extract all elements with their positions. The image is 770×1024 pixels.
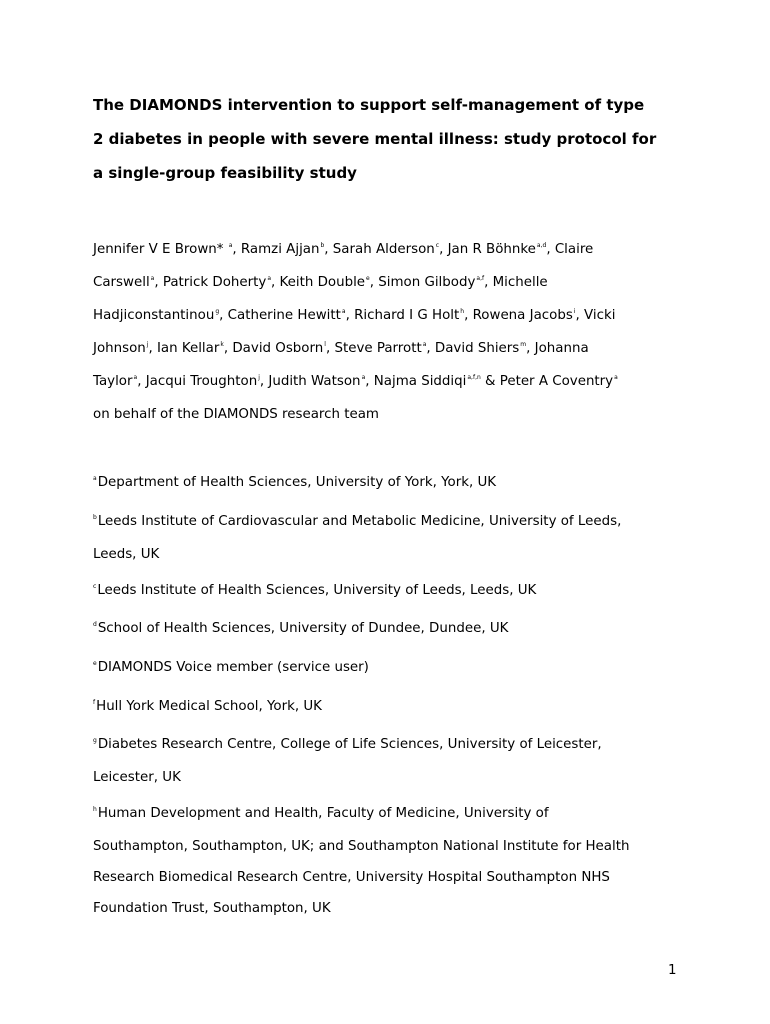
affiliation-item bbox=[93, 467, 713, 500]
affiliation-line bbox=[93, 539, 713, 570]
affiliation-text: Diabetes Research Centre, College of Life Sciences, University of Leicester, bbox=[97, 737, 602, 752]
author-text: , Judith Watson bbox=[259, 374, 361, 389]
affiliation-text: Human Development and Health, Faculty of Medicine, University of bbox=[97, 806, 549, 821]
affiliation-item bbox=[93, 575, 713, 608]
author-text: , Catherine Hewitt bbox=[219, 308, 341, 323]
affiliation-marker: g bbox=[215, 308, 220, 315]
affiliation-marker: b bbox=[93, 514, 97, 521]
affiliation-text: Research Biomedical Research Centre, University Hospital Southampton NHS bbox=[93, 870, 610, 885]
author-line bbox=[93, 267, 693, 300]
author-text: , Patrick Doherty bbox=[154, 275, 267, 290]
affiliation-item bbox=[93, 798, 713, 924]
affiliation-marker: j bbox=[146, 341, 149, 348]
author-text: , Johanna bbox=[526, 341, 589, 356]
affiliation-text: Department of Health Sciences, University of York, York, UK bbox=[97, 475, 497, 490]
author-text: , Michelle bbox=[484, 275, 548, 290]
affiliation-marker: k bbox=[220, 341, 224, 348]
author-text: , Najma Siddiqi bbox=[365, 374, 467, 389]
affiliation-marker: a bbox=[422, 341, 427, 348]
affiliation-text: Leicester, UK bbox=[93, 770, 181, 785]
author-text: , Jan R Böhnke bbox=[439, 242, 536, 257]
affiliation-marker: a bbox=[341, 308, 346, 315]
affiliation-line bbox=[93, 506, 713, 539]
affiliation-line bbox=[93, 893, 713, 924]
paper-title bbox=[93, 88, 693, 190]
author-line bbox=[93, 399, 693, 430]
affiliation-marker: g bbox=[93, 737, 97, 744]
affiliation-item bbox=[93, 652, 713, 685]
author-text: , Rowena Jacobs bbox=[464, 308, 573, 323]
affiliation-line bbox=[93, 831, 713, 862]
author-text: Hadjiconstantinou bbox=[93, 308, 215, 323]
affiliation-line bbox=[93, 691, 713, 724]
author-text: Johnson bbox=[93, 341, 146, 356]
author-text: , David Shiers bbox=[426, 341, 520, 356]
author-text: Jennifer V E Brown* bbox=[93, 242, 228, 257]
author-text: , Ian Kellar bbox=[148, 341, 220, 356]
affiliation-item bbox=[93, 613, 713, 646]
affiliation-marker: f bbox=[93, 699, 96, 706]
affiliation-line bbox=[93, 613, 713, 646]
author-text: & Peter A Coventry bbox=[480, 374, 614, 389]
affiliation-marker: c bbox=[93, 583, 97, 590]
affiliation-marker: c bbox=[435, 242, 440, 249]
affiliation-line bbox=[93, 729, 713, 762]
author-text: , Simon Gilbody bbox=[369, 275, 476, 290]
affiliation-marker: h bbox=[93, 806, 97, 813]
affiliation-item bbox=[93, 729, 713, 793]
affiliation-marker: h bbox=[460, 308, 465, 315]
title-line: a single-group feasibility study bbox=[93, 164, 357, 182]
author-text: , Claire bbox=[546, 242, 594, 257]
affiliation-text: Foundation Trust, Southampton, UK bbox=[93, 901, 331, 916]
author-text: , Sarah Alderson bbox=[324, 242, 435, 257]
affiliation-marker: a bbox=[361, 374, 366, 381]
affiliation-text: Leeds Institute of Cardiovascular and Metabolic Medicine, University of Leeds, bbox=[97, 514, 622, 529]
affiliation-line bbox=[93, 862, 713, 893]
affiliation-text: Leeds Institute of Health Sciences, University of Leeds, Leeds, UK bbox=[97, 583, 537, 598]
affiliation-marker: a,f,n bbox=[467, 374, 481, 381]
author-text: on behalf of the DIAMONDS research team bbox=[93, 407, 379, 422]
affiliation-marker: a,f bbox=[476, 275, 485, 282]
affiliation-marker: a,d bbox=[536, 242, 547, 249]
title-line: 2 diabetes in people with severe mental illness: study protocol for bbox=[93, 130, 657, 148]
affiliation-text: Hull York Medical School, York, UK bbox=[96, 699, 322, 714]
affiliation-marker: a bbox=[150, 275, 155, 282]
affiliation-marker: b bbox=[320, 242, 325, 249]
affiliation-item bbox=[93, 691, 713, 724]
affiliation-line bbox=[93, 762, 713, 793]
author-text: , Jacqui Troughton bbox=[137, 374, 258, 389]
affiliation-item bbox=[93, 506, 713, 570]
affiliation-marker: m bbox=[520, 341, 527, 348]
author-text: , Richard I G Holt bbox=[345, 308, 460, 323]
affiliation-marker: d bbox=[93, 621, 97, 628]
author-line bbox=[93, 366, 693, 399]
author-line bbox=[93, 333, 693, 366]
affiliation-marker: a bbox=[267, 275, 271, 282]
affiliation-line bbox=[93, 467, 713, 500]
affiliation-marker: i bbox=[573, 308, 576, 315]
affiliation-marker: e bbox=[366, 275, 370, 282]
affiliation-marker: e bbox=[93, 660, 97, 667]
affiliation-marker: a bbox=[133, 374, 138, 381]
title-line: The DIAMONDS intervention to support self-management of type bbox=[93, 96, 645, 114]
author-text: , Keith Double bbox=[271, 275, 366, 290]
page-number: 1 bbox=[668, 963, 677, 978]
affiliation-marker: j bbox=[258, 374, 260, 381]
author-text: , Vicki bbox=[575, 308, 616, 323]
affiliation-marker: a bbox=[614, 374, 618, 381]
author-text: , David Osborn bbox=[223, 341, 324, 356]
affiliation-marker: l bbox=[324, 341, 326, 348]
affiliation-text: School of Health Sciences, University of Dundee, Dundee, UK bbox=[97, 621, 509, 636]
author-text: Taylor bbox=[93, 374, 133, 389]
affiliation-text: Southampton, Southampton, UK; and Southampton National Institute for Health bbox=[93, 839, 630, 854]
affiliation-text: Leeds, UK bbox=[93, 547, 160, 562]
author-line bbox=[93, 234, 693, 267]
author-list bbox=[93, 234, 693, 430]
author-line bbox=[93, 300, 693, 333]
affiliation-marker: a bbox=[228, 242, 233, 249]
affiliation-line bbox=[93, 652, 713, 685]
affiliation-line bbox=[93, 575, 713, 608]
affiliation-text: DIAMONDS Voice member (service user) bbox=[97, 660, 369, 675]
affiliation-marker: a bbox=[93, 475, 97, 482]
affiliation-line bbox=[93, 798, 713, 831]
author-text: , Ramzi Ajjan bbox=[232, 242, 320, 257]
author-text: , Steve Parrott bbox=[325, 341, 422, 356]
author-text: Carswell bbox=[93, 275, 150, 290]
